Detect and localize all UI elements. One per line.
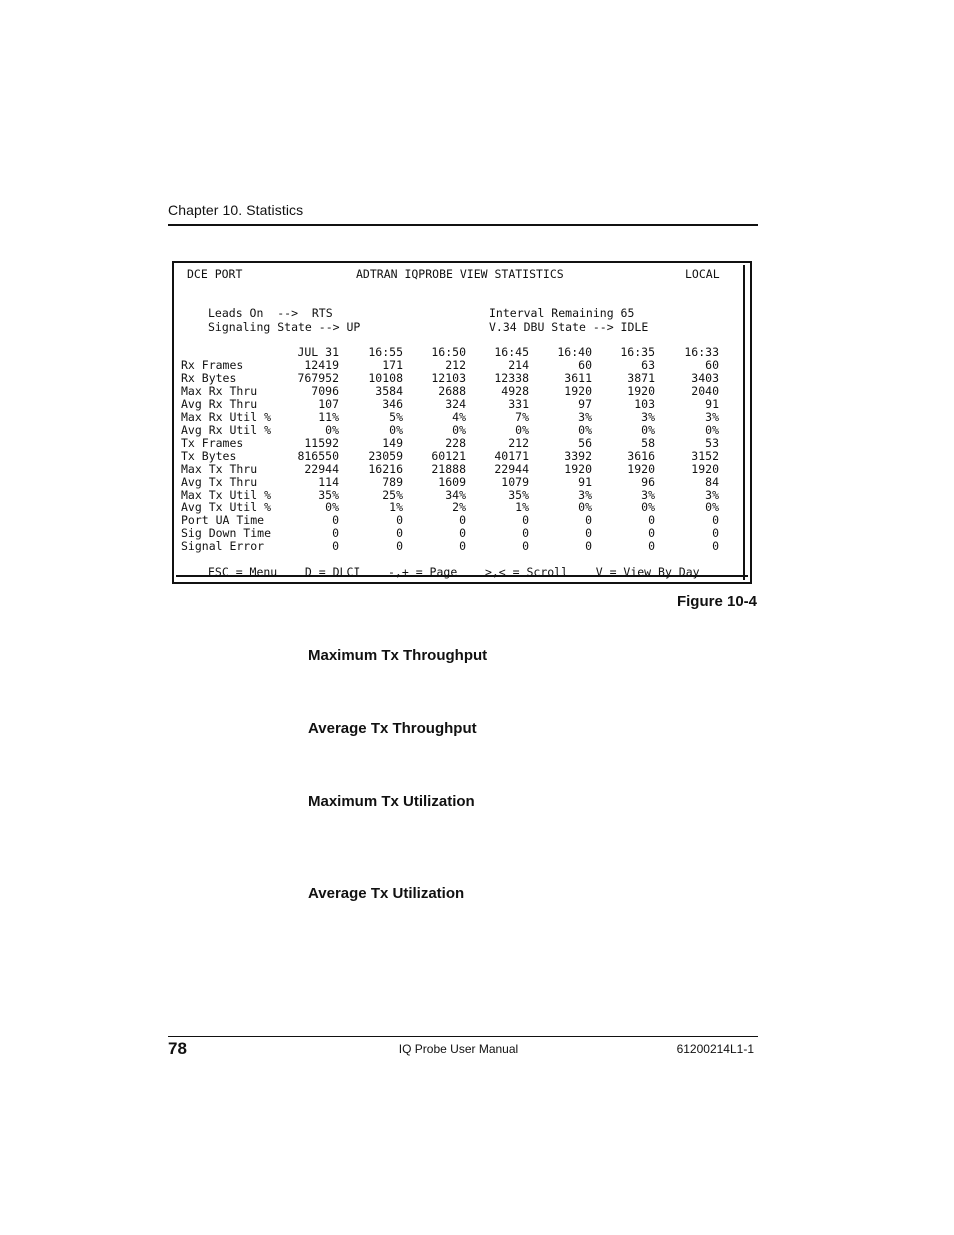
row-label: Avg Rx Util % [181,423,272,437]
table-cell: 0 [712,526,719,540]
table-cell: 0 [585,539,592,553]
table-cell: 0% [578,500,592,514]
table-cell: 63 [641,358,655,372]
document-number: 61200214L1-1 [676,1042,754,1056]
table-cell: 3152 [691,449,719,463]
table-cell: 171 [382,358,403,372]
table-cell: 60121 [431,449,466,463]
table-cell: 3392 [564,449,592,463]
table-cell: 0 [396,513,403,527]
table-cell: 214 [508,358,529,372]
column-header: 16:33 [684,345,719,359]
row-label: Max Tx Util % [181,488,272,502]
table-cell: 35% [508,488,529,502]
table-cell: 25% [382,488,403,502]
table-cell: 103 [634,397,655,411]
terminal-border-right [743,265,745,580]
table-cell: 1920 [627,384,655,398]
table-cell: 0 [459,513,466,527]
table-cell: 3% [705,410,719,424]
key-help-bar: ESC = Menu D = DLCI -,+ = Page >,< = Scroll V = View By Day [208,565,700,579]
term-heading-avg-tx-utilization: Average Tx Utilization [308,885,465,902]
header-rule [168,224,758,226]
table-cell: 1% [389,500,403,514]
table-cell: 114 [318,475,339,489]
table-cell: 84 [705,475,719,489]
leads-on-status: Leads On --> RTS [208,306,333,320]
table-cell: 324 [445,397,466,411]
table-cell: 12419 [304,358,339,372]
column-header: 16:40 [557,345,592,359]
table-cell: 1609 [438,475,466,489]
table-cell: 11592 [304,436,339,450]
table-cell: 3616 [627,449,655,463]
page-number: 78 [168,1039,187,1058]
chapter-header: Chapter 10. Statistics [168,202,304,218]
table-cell: 22944 [304,462,339,476]
column-header: 16:50 [431,345,466,359]
table-cell: 0 [712,513,719,527]
table-cell: 0 [459,526,466,540]
table-cell: 0 [712,539,719,553]
table-cell: 0 [585,526,592,540]
table-cell: 0% [641,423,655,437]
table-cell: 96 [641,475,655,489]
table-cell: 228 [445,436,466,450]
table-cell: 3611 [564,371,592,385]
table-cell: 0 [522,539,529,553]
table-cell: 1079 [501,475,529,489]
table-cell: 0 [396,526,403,540]
table-cell: 0% [389,423,403,437]
table-cell: 16216 [368,462,403,476]
row-label: Max Tx Thru [181,462,258,476]
table-cell: 21888 [431,462,466,476]
table-cell: 816550 [297,449,339,463]
table-cell: 789 [382,475,403,489]
table-cell: 91 [578,475,592,489]
table-cell: 0% [641,500,655,514]
table-cell: 5% [389,410,403,424]
column-header: 16:45 [494,345,529,359]
table-cell: 2% [452,500,466,514]
term-heading-max-tx-utilization: Maximum Tx Utilization [308,793,475,810]
table-cell: 91 [705,397,719,411]
interval-remaining: Interval Remaining 65 [489,306,635,320]
table-cell: 0% [325,500,339,514]
table-cell: 12103 [431,371,466,385]
table-cell: 23059 [368,449,403,463]
table-cell: 0 [332,526,339,540]
table-cell: 3% [641,410,655,424]
table-cell: 53 [705,436,719,450]
table-cell: 1920 [691,462,719,476]
table-cell: 107 [318,397,339,411]
table-cell: 3584 [375,384,403,398]
table-cell: 1% [515,500,529,514]
table-cell: 2040 [691,384,719,398]
table-cell: 212 [508,436,529,450]
table-cell: 0% [325,423,339,437]
row-label: Port UA Time [181,513,265,527]
table-cell: 58 [641,436,655,450]
table-cell: 1920 [564,384,592,398]
table-cell: 331 [508,397,529,411]
table-cell: 1920 [564,462,592,476]
table-cell: 149 [382,436,403,450]
table-cell: 35% [318,488,339,502]
table-cell: 7% [515,410,529,424]
table-cell: 0 [332,539,339,553]
table-cell: 2688 [438,384,466,398]
table-cell: 212 [445,358,466,372]
table-cell: 1920 [627,462,655,476]
row-label: Tx Bytes [181,449,237,463]
table-cell: 0 [648,539,655,553]
row-label: Sig Down Time [181,526,272,540]
table-cell: 0 [396,539,403,553]
row-label: Avg Tx Thru [181,475,258,489]
row-label: Max Rx Util % [181,410,272,424]
table-cell: 34% [445,488,466,502]
figure-caption: Figure 10-4 [676,593,757,610]
row-label: Signal Error [181,539,265,553]
column-header: JUL 31 [297,345,339,359]
table-cell: 60 [705,358,719,372]
manual-title: IQ Probe User Manual [398,1042,519,1056]
port-label: DCE PORT [187,267,243,281]
table-cell: 0 [522,526,529,540]
table-cell: 0 [332,513,339,527]
row-label: Avg Rx Thru [181,397,258,411]
table-cell: 22944 [494,462,529,476]
table-cell: 0 [459,539,466,553]
term-heading-max-tx-throughput: Maximum Tx Throughput [308,647,488,664]
row-label: Avg Tx Util % [181,500,272,514]
row-label: Rx Bytes [181,371,237,385]
screen-title: ADTRAN IQPROBE VIEW STATISTICS [356,267,564,281]
table-cell: 0 [648,526,655,540]
term-heading-avg-tx-throughput: Average Tx Throughput [308,720,477,737]
table-cell: 11% [318,410,339,424]
table-cell: 346 [382,397,403,411]
table-cell: 4928 [501,384,529,398]
location-label: LOCAL [685,267,720,281]
row-label: Rx Frames [181,358,244,372]
signaling-state: Signaling State --> UP [208,320,361,334]
footer-rule [168,1036,758,1037]
terminal-screen [172,261,752,584]
table-cell: 0% [705,423,719,437]
row-label: Tx Frames [181,436,244,450]
table-cell: 3% [578,488,592,502]
table-cell: 12338 [494,371,529,385]
column-header: 16:55 [368,345,403,359]
table-cell: 0% [515,423,529,437]
row-label: Max Rx Thru [181,384,258,398]
table-cell: 7096 [311,384,339,398]
table-cell: 4% [452,410,466,424]
table-cell: 0 [522,513,529,527]
table-cell: 3403 [691,371,719,385]
table-cell: 40171 [494,449,529,463]
table-cell: 56 [578,436,592,450]
dbu-state: V.34 DBU State --> IDLE [489,320,649,334]
table-cell: 3% [641,488,655,502]
table-cell: 3% [705,488,719,502]
table-cell: 3% [578,410,592,424]
table-cell: 0 [648,513,655,527]
table-cell: 0 [585,513,592,527]
table-cell: 3871 [627,371,655,385]
table-cell: 0% [705,500,719,514]
table-cell: 10108 [368,371,403,385]
table-cell: 60 [578,358,592,372]
table-cell: 767952 [297,371,339,385]
table-cell: 0% [578,423,592,437]
table-cell: 97 [578,397,592,411]
column-header: 16:35 [620,345,655,359]
table-cell: 0% [452,423,466,437]
